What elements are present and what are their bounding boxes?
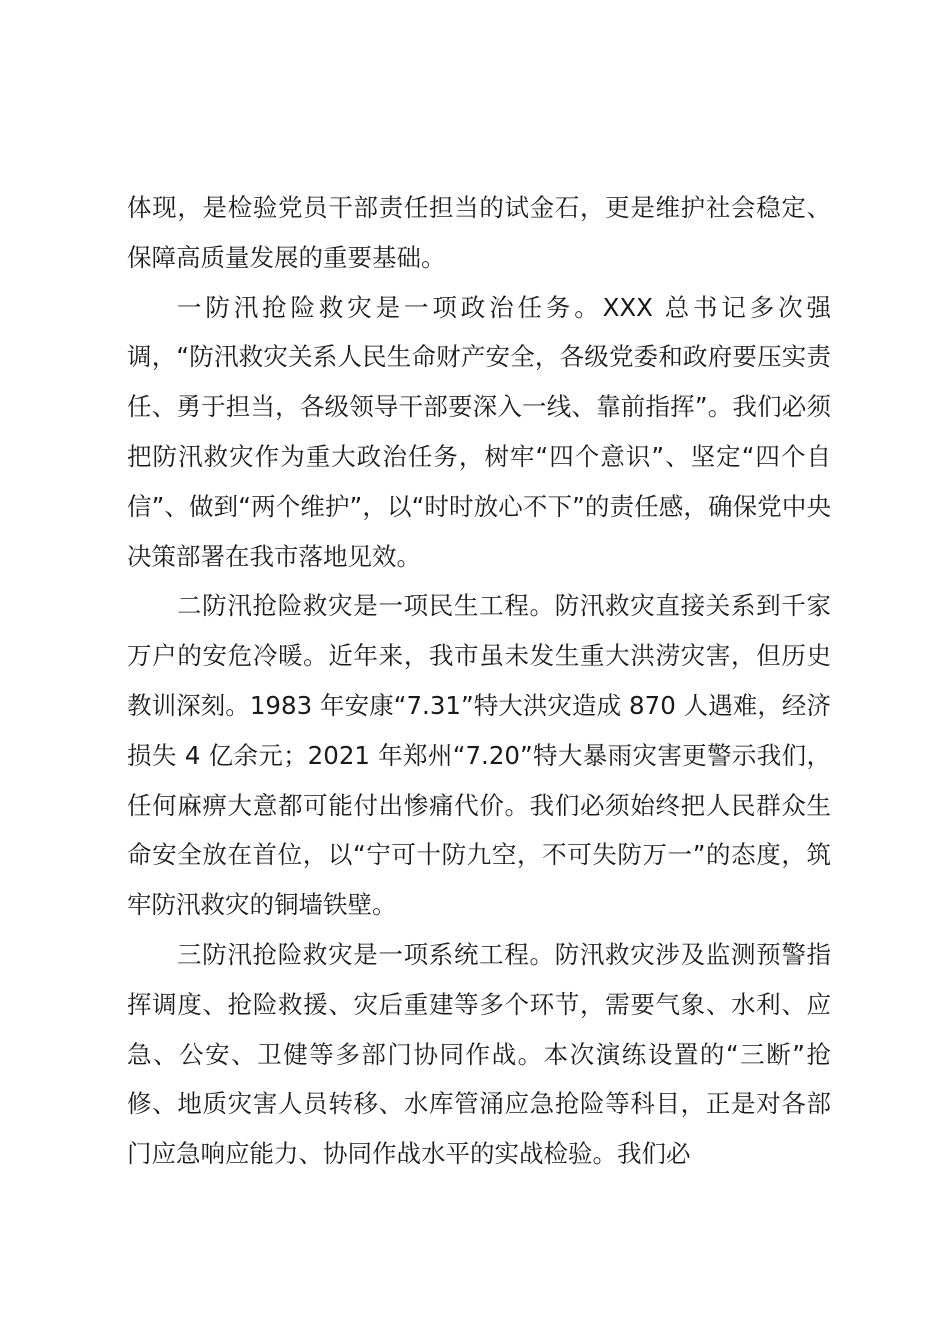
paragraph-continuation: 体现，是检验党员干部责任担当的试金石，更是维护社会稳定、保障高质量发展的重要基础。 [127, 193, 831, 272]
paragraph-political-task: 一防汛抢险救灾是一项政治任务。XXX 总书记多次强调，“防汛救灾关系人民生命财产安全，各级党委和政府要压实责任、勇于担当，各级领导干部要深入一线、靠前指挥”。我们必须把防汛救灾作为重大政治任务，树牢“四个意识”、坚定“四个自信”、做到“两个维护”，以“时时放心不下”的责任感，确保党中央决策部署在我市落地见效。 [127, 292, 831, 571]
paragraph-system-project: 三防汛抢险救灾是一项系统工程。防汛救灾涉及监测预警指挥调度、抢险救援、灾后重建等多个环节，需要气象、水利、应急、公安、卫健等多部门协同作战。本次演练设置的“三断”抢修、地质灾害人员转移、水库管涌应急抢险等科目，正是对各部门应急响应能力、协同作战水平的实战检验。我们必 [127, 939, 831, 1169]
document-body [127, 183, 831, 1179]
paragraph-livelihood-project: 二防汛抢险救灾是一项民生工程。防汛救灾直接关系到千家万户的安危冷暖。近年来，我市虽未发生重大洪涝灾害，但历史教训深刻。1983 年安康“7.31”特大洪灾造成 870 人遇难，经济损失 4 亿余元；2021 年郑州“7.20”特大暴雨灾害更警示我们，任何麻痹大意都可能付出惨痛代价。我们必须始终把人民群众生命安全放在首位，以“宁可十防九空，不可失防万一”的态度，筑牢防汛救灾的铜墙铁壁。 [127, 591, 831, 920]
